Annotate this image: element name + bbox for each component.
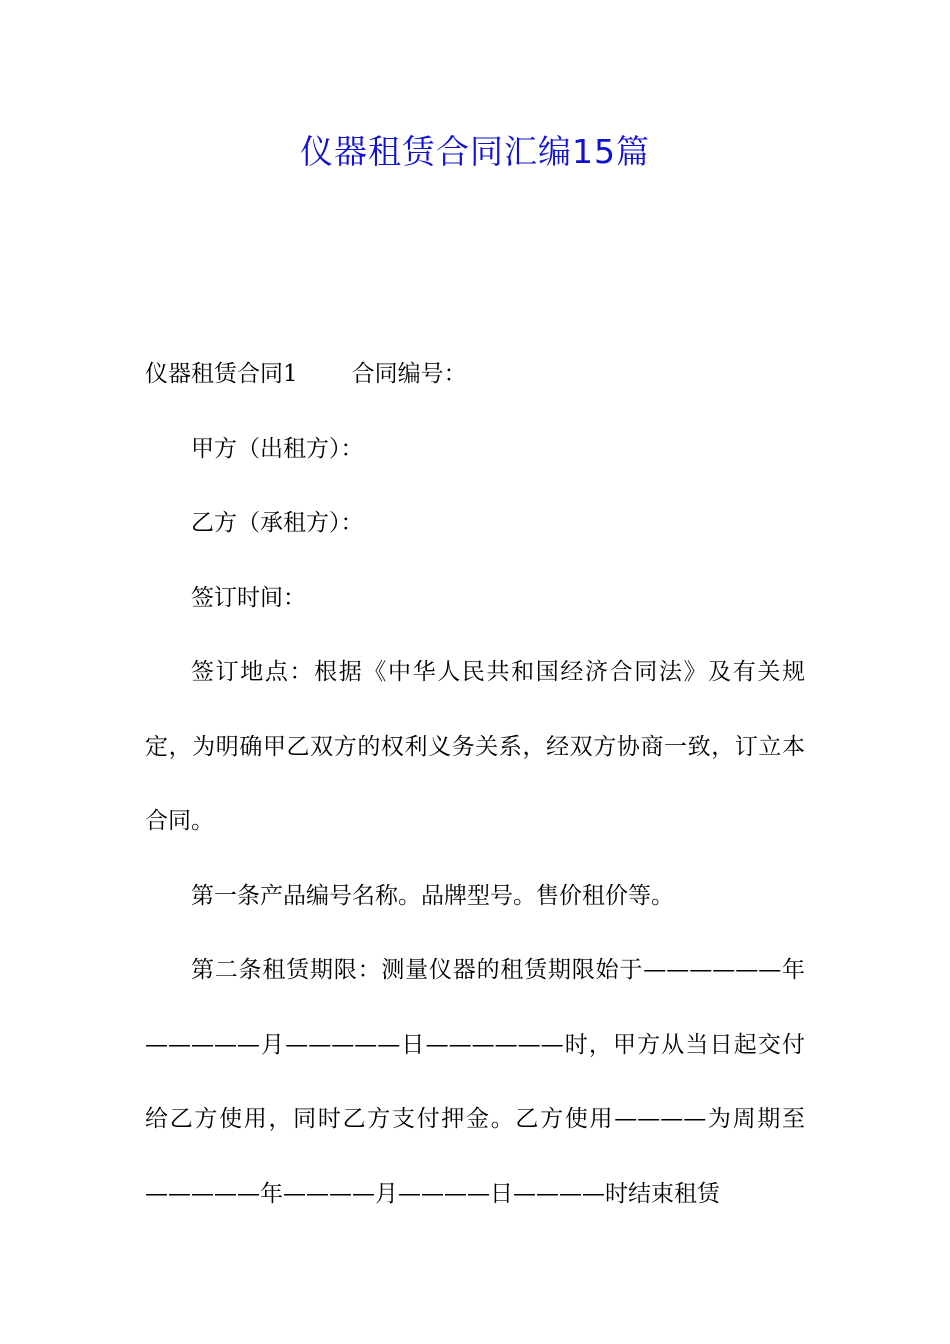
- contract-number-label: 合同编号：: [351, 361, 467, 387]
- contract-heading: 仪器租赁合同1: [145, 361, 298, 387]
- sign-place-paragraph: 签订地点：根据《中华人民共和国经济合同法》及有关规定，为明确甲乙双方的权利义务关系，经双方协商一致，订立本合同。: [145, 659, 805, 834]
- document-body: [145, 337, 805, 1231]
- article-1-paragraph: 第一条产品编号名称。品牌型号。售价租价等。: [191, 882, 674, 909]
- party-b-line: 乙方（承租方）：: [191, 510, 364, 536]
- article-2-paragraph: 第二条租赁期限：测量仪器的租赁期限始于——————年—————月—————日——————时，甲方从当日起交付给乙方使用，同时乙方支付押金。乙方使用————为周期至—————年————月————日————时结束租赁: [145, 957, 805, 1207]
- party-a-line: 甲方（出租方）：: [191, 435, 364, 462]
- document-title: 仪器租赁合同汇编15篇: [300, 132, 650, 171]
- contract-heading-line: [145, 337, 805, 412]
- sign-time-line: 签订时间：: [191, 584, 306, 611]
